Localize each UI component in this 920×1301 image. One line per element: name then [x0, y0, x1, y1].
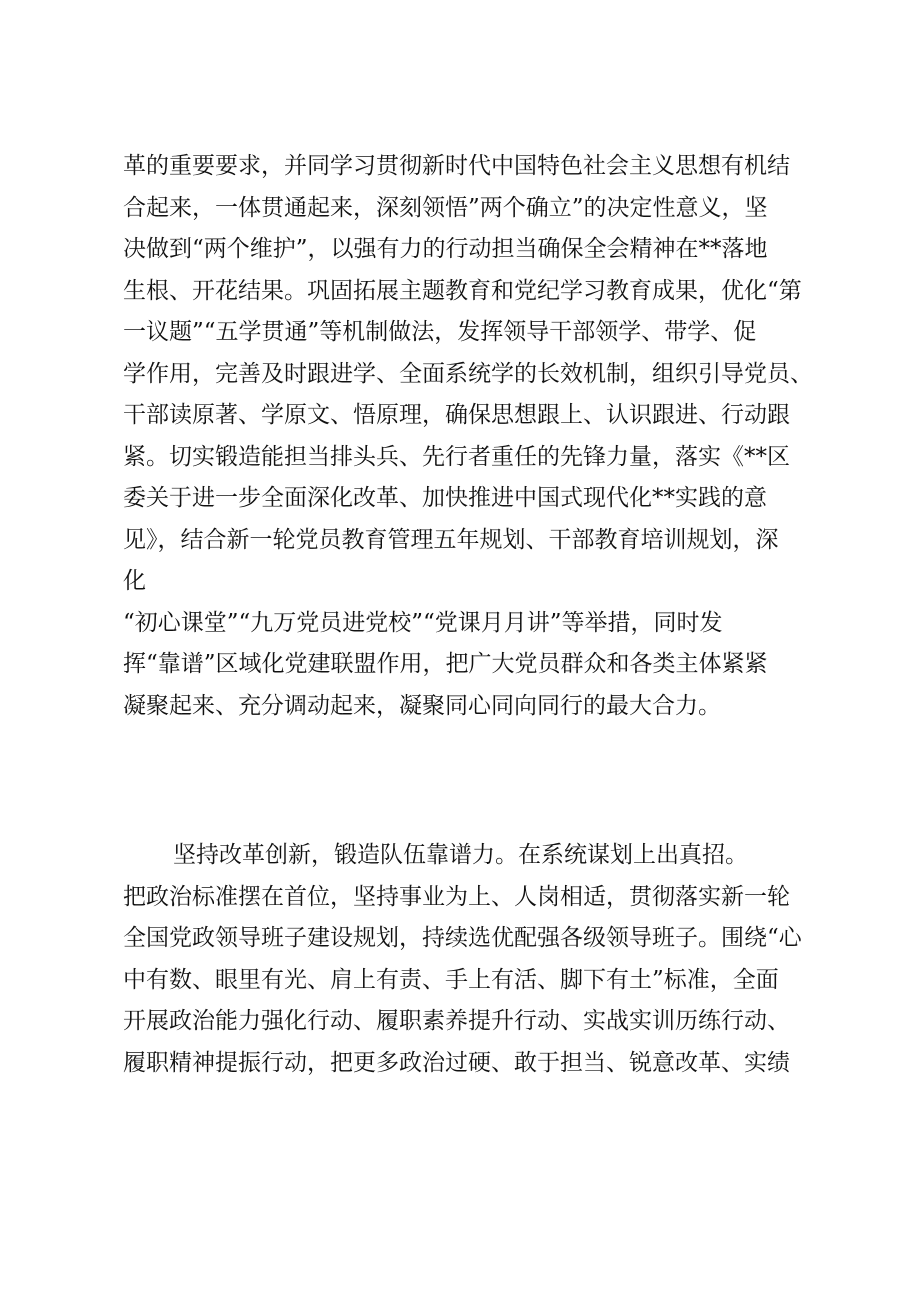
- text-line: 化: [123, 568, 146, 594]
- text-line: 革的重要要求，并同学习贯彻新时代中国特色社会主义思想有机结: [123, 153, 790, 179]
- paragraph-heading-line: 坚持改革创新，锻造队伍靠谱力。在系统谋划上出真招。: [173, 842, 748, 868]
- text-line: 委关于进一步全面深化改革、加快推进中国式现代化**实践的意: [123, 485, 767, 511]
- text-line: 履职精神提振行动，把更多政治过硬、敢于担当、锐意改革、实绩: [123, 1049, 790, 1076]
- text-line: 紧。切实锻造能担当排头兵、先行者重任的先锋力量，落实《**区: [123, 443, 790, 470]
- text-line: 学作用，完善及时跟进学、全面系统学的长效机制，组织引导党员、: [123, 360, 813, 387]
- text-line: 凝聚起来、充分调动起来，凝聚同心同向同行的最大合力。: [123, 692, 721, 719]
- text-line: 干部读原著、学原文、悟原理，确保思想跟上、认识跟进、行动跟: [123, 402, 790, 428]
- text-line: 见》，结合新一轮党员教育管理五年规划、干部教育培训规划，深: [123, 526, 779, 553]
- text-line: 中有数、眼里有光、肩上有责、手上有活、脚下有土”标准，全面: [123, 966, 779, 993]
- text-line: 一议题”“五学贯通”等机制做法，发挥领导干部领学、带学、促: [123, 319, 757, 345]
- paragraph-2: [123, 835, 803, 1084]
- text-line: 挥“靠谱”区域化党建联盟作用，把广大党员群众和各类主体紧紧: [123, 651, 768, 677]
- text-line: 把政治标准摆在首位，坚持事业为上、人岗相适，贯彻落实新一轮: [123, 883, 790, 910]
- text-line: 全国党政领导班子建设规划，持续选优配强各级领导班子。围绕“心: [123, 925, 802, 951]
- text-line: 开展政治能力强化行动、履职素养提升行动、实战实训历练行动、: [123, 1008, 790, 1034]
- text-line: “初心课堂”“九万党员进党校”“党课月月讲”等举措，同时发: [123, 609, 723, 636]
- text-line: 合起来，一体贯通起来，深刻领悟”两个确立”的决定性意义，坚: [123, 194, 768, 221]
- paragraph-1: [123, 146, 813, 727]
- text-line: 决做到“两个维护”，以强有力的行动担当确保全会精神在**落地: [123, 236, 768, 262]
- text-line: 生根、开花结果。巩固拓展主题教育和党纪学习教育成果，优化“第: [123, 277, 802, 304]
